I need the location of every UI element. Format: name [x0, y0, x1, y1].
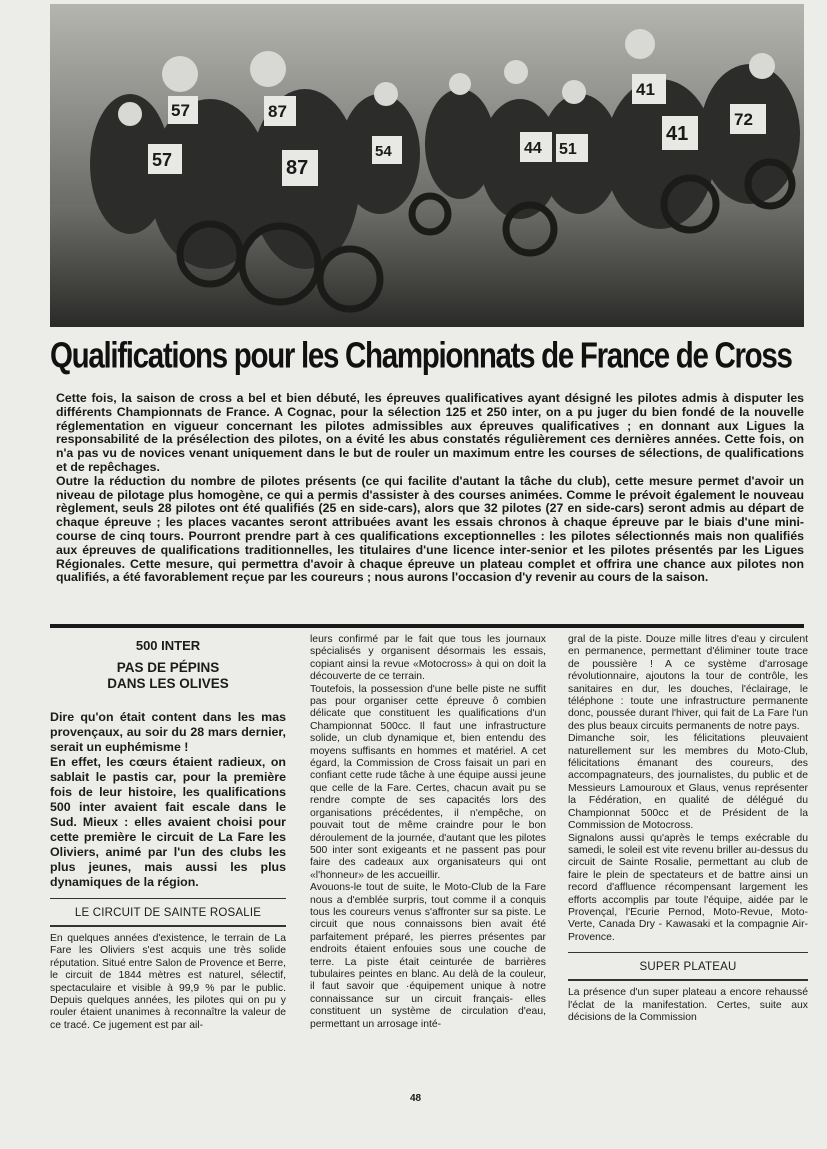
body-paragraph: leurs confirmé par le fait que tous les journaux spécialisés y organisent désormais les essais, copiant ainsi la revue «Motocross» à qui on doit la découverte de ce terrain. — [310, 634, 546, 683]
column-1 — [50, 634, 286, 1032]
section-title-circuit: LE CIRCUIT DE SAINTE ROSALIE — [74, 907, 262, 919]
divider-line — [568, 979, 808, 981]
svg-text:54: 54 — [375, 143, 392, 160]
subheadline — [50, 660, 286, 692]
body-paragraph: Avouons-le tout de suite, le Moto-Club de la Fare nous a d'emblée surpris, tout comme il a conquis tous les coureurs venus s'affronter sur sa piste. Le circuit que nous connaissons bien avait été parfaitement préparé, les pierres présentes par endroits étaient enfouies sous une couche de terre. La piste était ceinturée de barrières tubulaires peintes en blanc. Au delà de la couleur, il faut savoir que ·équipement unique à notre connaissance sur un circuit français- elles constituent un système de circulation d'eau, permettant un arrosage inté- — [310, 882, 546, 1030]
section-divider — [50, 624, 804, 628]
divider-line — [50, 925, 286, 927]
svg-text:87: 87 — [286, 157, 309, 179]
photo-illustration — [50, 4, 804, 327]
body-paragraph: gral de la piste. Douze mille litres d'eau y circulent en permanence, permettant d'éliminer toute trace de poussière ! A ce système d'arrosage révolutionnaire, ajoutons la tour de contrôle, les sanitaires en dur, les douches, l'éclairage, le téléphone : toute une infrastructure permanente donc, poussée durant l'hiver, qui fait de La Fare l'un des plus beaux circuits permanents de notre pays. — [568, 634, 808, 732]
body-paragraph: Toutefois, la possession d'une belle piste ne suffit pas pour organiser cette épreuve ô combien délicate que constituent les qualifications d'un Championnat 500cc. Il faut une infrastructure solide, un club dynamique et, bien entendu des moyens suffisants en hommes et matériel. A cet égard, la Commission de Cross faisait un pari en confiant cette rude tâche à une équipe aussi jeune que celle de la Fare. Certes, chacun avait pu se rendre compte de ses capacités lors des organisations précédentes, il n'empêche, on pouvait tout de même craindre pour le bon déroulement de la journée, d'autant que les pilotes 500 inter sont exigeants et ne passent pas pour faire des cadeaux aux organisateurs qui ont «l'honneur» de les accueillir. — [310, 683, 546, 881]
lead-paragraph — [56, 392, 804, 585]
svg-text:57: 57 — [152, 150, 173, 170]
divider-line — [50, 898, 286, 899]
column-3 — [568, 634, 808, 1024]
svg-text:44: 44 — [524, 140, 542, 157]
svg-text:57: 57 — [171, 101, 190, 120]
intro-paragraph-2: En effet, les cœurs étaient radieux, on sablait le pastis car, pour la première fois de leur histoire, les qualifications 500 inter avaient fait escale dans le Sud. Mieux : elles avaient choisi pour cette première le circuit de La Fare les Oliviers, animé par l'un des clubs les plus jeunes, mais aussi les plus dynamiques de la région. — [50, 755, 286, 889]
lead-paragraph-1: Cette fois, la saison de cross a bel et bien débuté, les épreuves qualificatives ayant désigné les pilotes admis à disputer les différents Championnats de France. A Cognac, pour la sélection 125 et 250 inter, on a pu juger du bien fondé de la nouvelle réglementation en vigueur concernant les pilotes admissibles aux épreuves qualificatives ; en donnant aux Ligues la responsabilité de la présélection des pilotes, on a évité les abus constatés régulièrement ces dernières années. Cette fois, on n'a pas vu de novices venant uniquement dans le but de rouler un maximum entre les courses de sélections, de qualifications et de repêchages. — [56, 391, 804, 474]
lead-paragraph-2: Outre la réduction du nombre de pilotes présents (ce qui facilite d'autant la tâche du club), cette mesure permet d'avoir un niveau de pilotage plus homogène, ce qui a permis d'assister à des courses animées. Comme le prévoit également le nouveau règlement, seuls 28 pilotes ont été qualifiés (25 en side-cars), alors que 32 pilotes (27 en side-cars) seront admis au départ de chaque épreuve ; les places vacantes seront attribuées avant les essais chronos à chaque épreuve par le biais d'une mini-course de cinq tours. Pourront prendre part à ces qualifications exceptionnelles : les pilotes sélectionnés mais non qualifiés aux épreuves de qualifications traditionnelles, les titulaires d'une licence inter-senior et les pilotes présentés par les Ligues Régionales. Cette mesure, qui permettra d'avoir à chaque épreuve un plateau complet et offrira une chance aux pilotes non qualifiés, a été favorablement reçue par les coureurs ; nous aurons l'occasion d'y revenir au cours de la saison. — [56, 473, 804, 585]
subheadline-line-2: DANS LES OLIVES — [107, 676, 229, 691]
intro-text — [50, 710, 286, 890]
svg-text:87: 87 — [268, 102, 287, 121]
intro-paragraph-1: Dire qu'on était content dans les mas provençaux, au soir du 28 mars dernier, serait un euphémisme ! — [50, 710, 286, 754]
svg-text:41: 41 — [666, 123, 689, 145]
divider-line — [568, 952, 808, 953]
body-paragraph: Signalons aussi qu'après le temps exécrable du samedi, le soleil est vite revenu briller au-dessus du circuit de Sainte Rosalie, permettant au club de faire le plein de spectateurs et de battre ainsi un record d'affluence récompensant largement les efforts accomplis par toute l'équipe, aidée par le Provençal, l'Ecurie Pernod, Moto-Revue, Moto-Verte, Canada Dry - Kawasaki et la compagnie Air-Provence. — [568, 832, 808, 943]
page-number: 48 — [410, 1093, 422, 1104]
svg-text:51: 51 — [559, 141, 577, 158]
headline: Qualifications pour les Championnats de France de Cross — [50, 336, 792, 377]
column-2 — [310, 634, 546, 1031]
svg-text:72: 72 — [734, 110, 753, 129]
section-title-plateau: SUPER PLATEAU — [639, 961, 737, 974]
motocross-photo — [50, 4, 804, 327]
subheadline-line-1: PAS DE PÉPINS — [116, 660, 220, 675]
body-paragraph: Dimanche soir, les félicitations pleuvaient naturellement sur les membres du Moto-Club, félicitations émanant des coureurs, des accompagnateurs, des journalistes, du public et de Messieurs Lamouroux et Glaus, venus représenter la Fédération, en qualité de délégué du Championnat 500cc et de Président de la Commission de Motocross. — [568, 733, 808, 832]
kicker: 500 INTER — [135, 638, 201, 653]
body-paragraph: En quelques années d'existence, le terrain de La Fare les Oliviers s'est acquis une très solide réputation. Situé entre Salon de Provence et Berre, le circuit de 1844 mètres est naturel, sélectif, spectaculaire et visible à 99,9 % par le public. Depuis quelques années, les pilotes qui on pu y rouler étaient unanimes à reconnaître la valeur de ce tracé. Ce jugement est par ail- — [50, 933, 286, 1031]
svg-text:41: 41 — [636, 80, 655, 99]
body-paragraph: La présence d'un super plateau a encore rehaussé l'éclat de la manifestation. Certes, suite aux décisions de la Commission — [568, 987, 808, 1023]
